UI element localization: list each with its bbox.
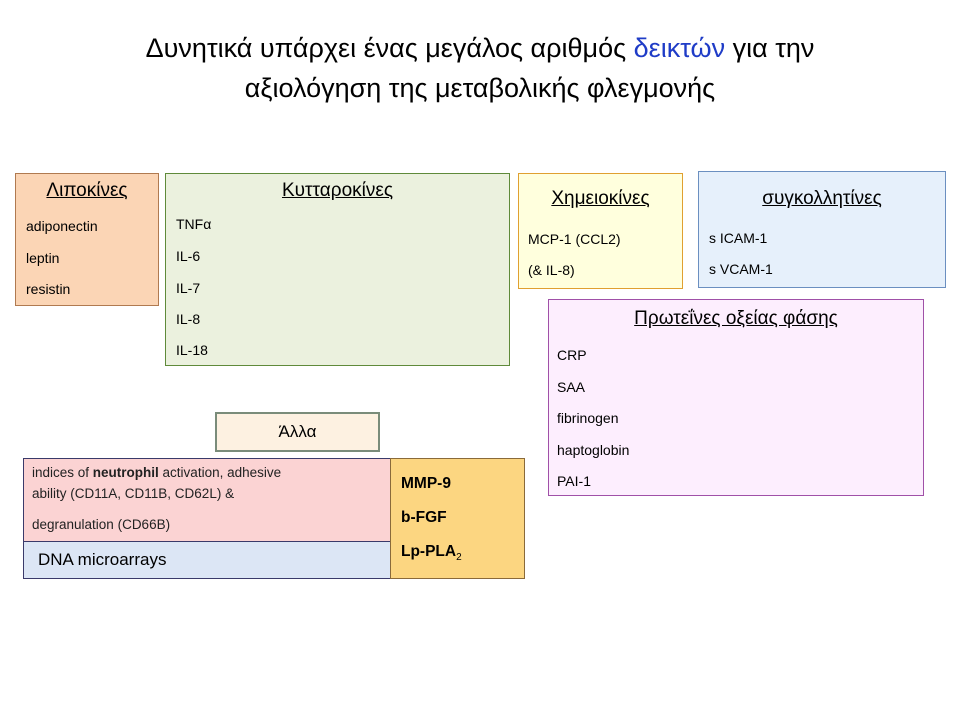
adipokines-item: resistin (26, 281, 71, 297)
chemokines-item: (& IL-8) (528, 262, 575, 278)
adhesins-item: s ICAM-1 (709, 230, 768, 246)
cytokines-item: IL-6 (176, 248, 201, 264)
neutrophil-line-1-post: activation, adhesive (158, 465, 282, 480)
neutrophil-line-1-pre: indices of (32, 465, 93, 480)
chemokines-item: MCP-1 (CCL2) (528, 231, 621, 247)
lp-pla-subscript: 2 (456, 552, 462, 564)
title-pre: Δυνητικά υπάρχει ένας μεγάλος αριθμός (145, 33, 634, 63)
adhesins-box (698, 171, 946, 288)
dna-microarrays-label: DNA microarrays (38, 550, 167, 569)
acute-phase-item: PAI-1 (557, 473, 591, 489)
acute-phase-item: haptoglobin (557, 442, 630, 458)
adipokines-item: leptin (26, 250, 60, 266)
cytokines-item: IL-8 (176, 311, 201, 327)
neutrophil-box (23, 458, 391, 542)
slide-title-line-2: αξιολόγηση της μεταβολικής φλεγμονής (244, 73, 716, 103)
other-header-box (215, 412, 380, 452)
adhesins-item: s VCAM-1 (709, 261, 773, 277)
neutrophil-line-2: ability (CD11A, CD11B, CD62L) & (32, 486, 235, 501)
cytokines-box (165, 173, 510, 366)
marker-item: MMP-9 (401, 475, 451, 492)
acute-phase-item: fibrinogen (557, 410, 619, 426)
neutrophil-line-1 (32, 465, 281, 480)
adhesins-header: συγκολλητίνες (762, 188, 882, 209)
cytokines-item: IL-7 (176, 280, 201, 296)
acute-phase-item: SAA (557, 379, 586, 395)
title-accent-word: δεικτών (633, 33, 726, 63)
cytokines-header: Κυτταροκίνες (281, 180, 393, 201)
adipokines-item: adiponectin (26, 218, 98, 234)
slide-title-line-1 (0, 30, 960, 66)
adipokines-box (15, 173, 159, 306)
neutrophil-word: neutrophil (92, 465, 159, 480)
chemokines-box (518, 173, 683, 289)
acute-phase-item: CRP (557, 347, 587, 363)
chemokines-header: Χημειοκίνες (551, 188, 650, 209)
other-header: Άλλα (278, 422, 317, 441)
markers-box (390, 458, 525, 579)
cytokines-item: IL-18 (176, 342, 208, 358)
title-post: για την (725, 33, 815, 63)
dna-microarrays-box (23, 541, 391, 579)
marker-item: b-FGF (401, 509, 447, 526)
acute-phase-box (548, 299, 924, 496)
neutrophil-line-3: degranulation (CD66B) (32, 517, 171, 532)
marker-item-lp-pla2 (401, 543, 462, 563)
adipokines-header: Λιποκίνες (46, 180, 128, 201)
cytokines-item: TNFα (176, 216, 212, 232)
lp-pla-label: Lp-PLA (401, 543, 457, 560)
acute-phase-header: Πρωτεΐνες οξείας φάσης (634, 308, 838, 329)
